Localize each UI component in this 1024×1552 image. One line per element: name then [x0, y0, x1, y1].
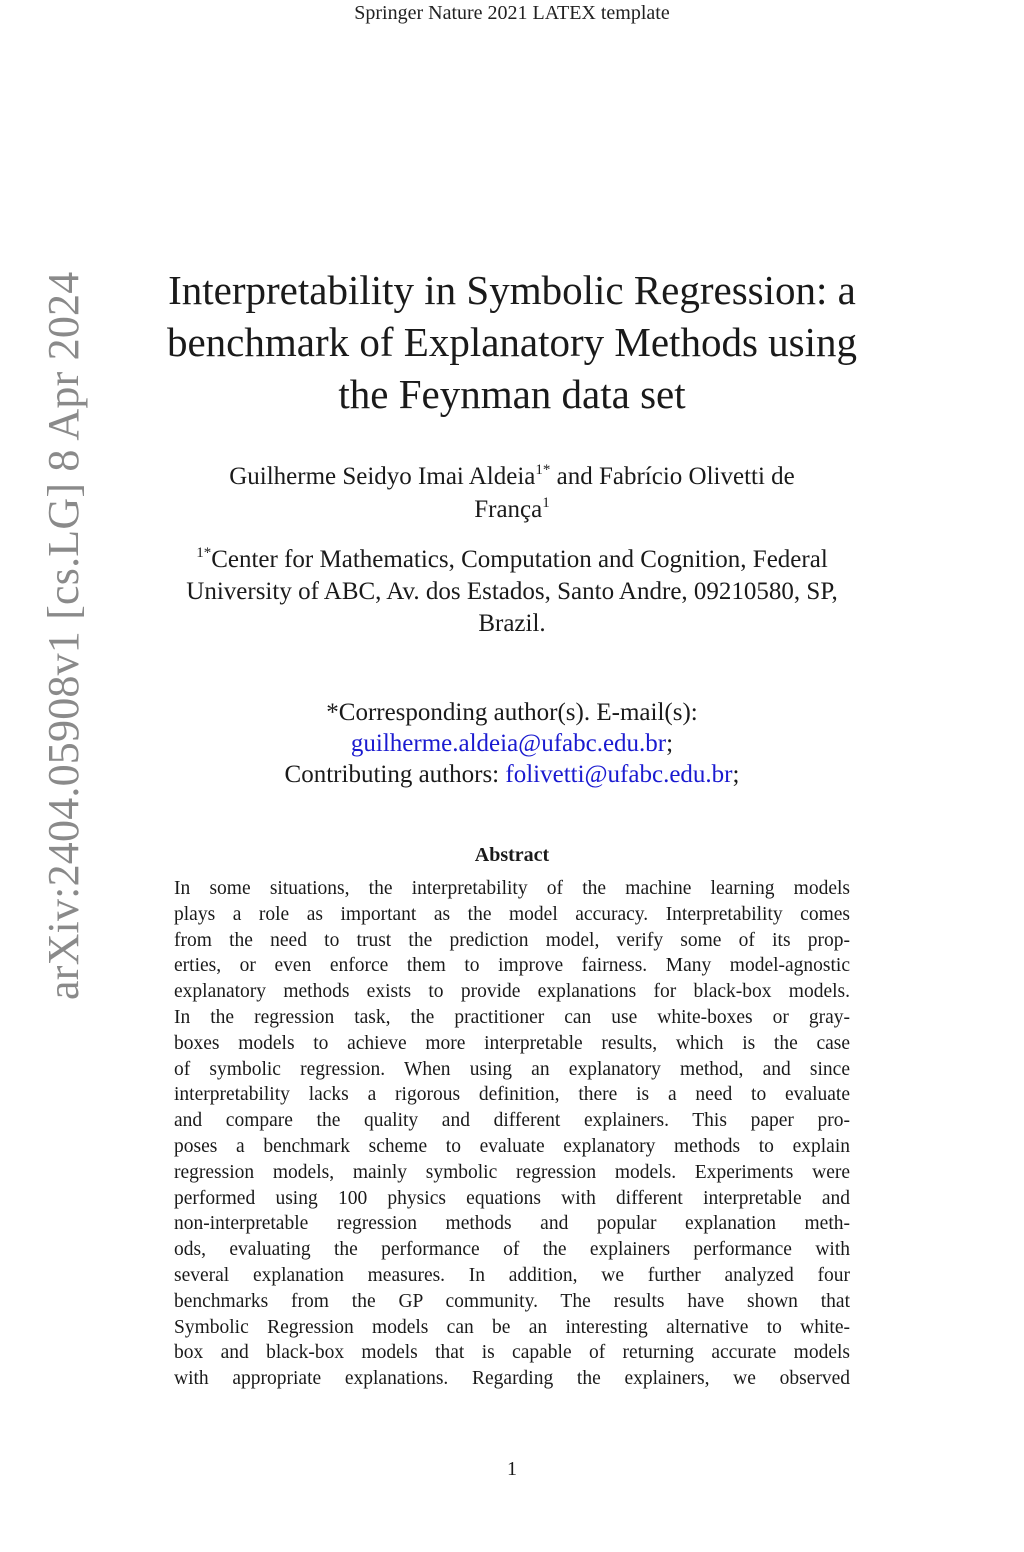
abstract-line: of symbolic regression. When using an explanatory method, and since [174, 1058, 850, 1080]
abstract-line: and compare the quality and different explainers. This paper pro- [174, 1110, 850, 1132]
abstract-line: performed using 100 physics equations with different interpretable and [174, 1187, 850, 1209]
running-header: Springer Nature 2021 LATEX template [354, 2, 670, 24]
author-name: Guilherme Seidyo Imai Aldeia [229, 463, 536, 490]
abstract-line: regression models, mainly symbolic regression models. Experiments were [174, 1161, 850, 1183]
abstract-heading: Abstract [474, 844, 550, 866]
page-number: 1 [507, 1458, 517, 1480]
affiliation-line: Center for Mathematics, Computation and Cognition, Federal [211, 546, 828, 573]
affiliation-mark: 1* [196, 545, 212, 561]
abstract-line: benchmarks from the GP community. The results have shown that [174, 1290, 850, 1312]
abstract-line: several explanation measures. In addition, we further analyzed four [174, 1264, 850, 1286]
author-connector: and Fabrício Olivetti de [556, 463, 795, 490]
affiliation-line: Brazil. [478, 610, 546, 637]
abstract-line: with appropriate explanations. Regarding the explainers, we observed [174, 1368, 850, 1390]
corresponding-label: *Corresponding author(s). E-mail(s): [326, 699, 698, 726]
abstract-line: interpretability lacks a rigorous definition, there is a need to evaluate [174, 1084, 850, 1106]
title-line: benchmark of Explanatory Methods using [166, 319, 857, 365]
author-list [150, 460, 874, 526]
abstract-line: poses a benchmark scheme to evaluate explanatory methods to explain [174, 1135, 850, 1157]
abstract-line: plays a role as important as the model accuracy. Interpretability comes [174, 903, 850, 925]
title-line: the Feynman data set [338, 371, 686, 417]
paper-title [130, 264, 894, 420]
abstract-line: In the regression task, the practitioner can use white-boxes or gray- [174, 1006, 850, 1028]
arxiv-identifier-stamp[interactable]: arXiv:2404.05908v1 [cs.LG] 8 Apr 2024 [39, 271, 88, 1000]
author-affiliation-mark: 1* [535, 462, 551, 478]
title-line: Interpretability in Symbolic Regression: a [168, 267, 856, 313]
contributing-label: Contributing authors: [284, 761, 500, 788]
affiliation-line: University of ABC, Av. dos Estados, Santo Andre, 09210580, SP, [186, 578, 838, 605]
abstract-line: Symbolic Regression models can be an interesting alternative to white- [174, 1316, 850, 1338]
abstract-line: box and black-box models that is capable of returning accurate models [174, 1342, 850, 1364]
abstract-line: explanatory methods exists to provide explanations for black-box models. [174, 981, 850, 1003]
abstract-line: from the need to trust the prediction model, verify some of its prop- [174, 929, 850, 951]
abstract-line: In some situations, the interpretability of the machine learning models [174, 878, 850, 899]
affiliation [140, 544, 884, 640]
corresponding-email-link[interactable]: guilherme.aldeia@ufabc.edu.br [350, 730, 667, 757]
abstract-line: erties, or even enforce them to improve fairness. Many model-agnostic [174, 955, 850, 977]
author-affiliation-mark: 1 [542, 495, 550, 511]
abstract-line: ods, evaluating the performance of the explainers performance with [174, 1239, 850, 1261]
author-name: França [474, 496, 543, 523]
abstract-body [174, 876, 850, 1392]
correspondence-block [150, 697, 874, 790]
abstract-line: boxes models to achieve more interpretable results, which is the case [174, 1032, 850, 1054]
abstract-line: non-interpretable regression methods and popular explanation meth- [174, 1213, 850, 1235]
separator: ; [732, 761, 740, 788]
contributing-email-link[interactable]: folivetti@ufabc.edu.br [505, 761, 733, 788]
separator: ; [666, 730, 674, 757]
